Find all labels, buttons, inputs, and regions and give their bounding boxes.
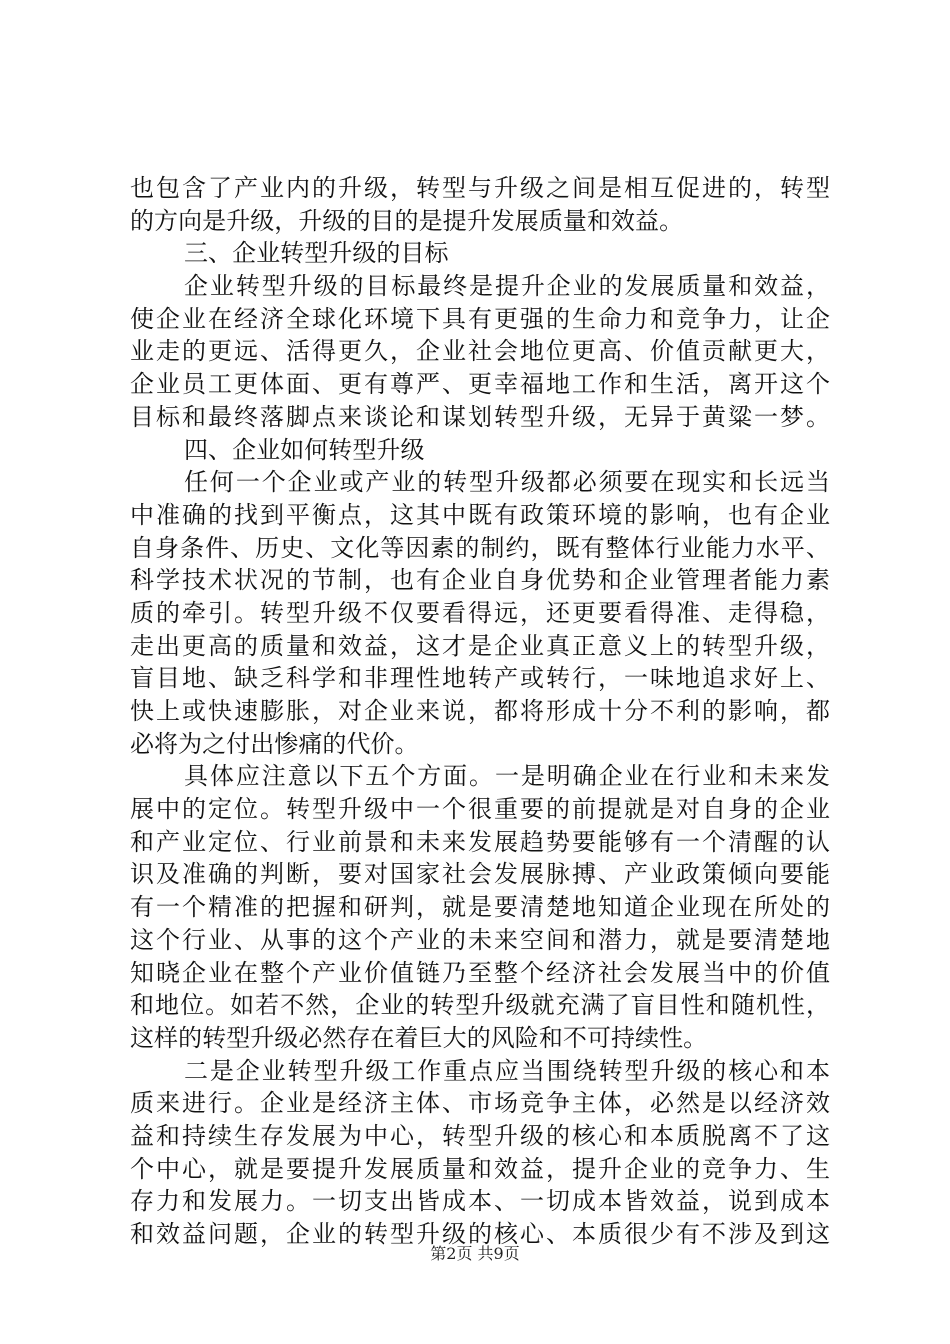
text-line: 有一个精准的把握和研判，就是要清楚地知道企业现在所处的: [130, 893, 830, 922]
text-line: 知晓企业在整个产业价值链乃至整个经济社会发展当中的价值: [130, 958, 830, 987]
text-line: 和效益问题，企业的转型升级的核心、本质很少有不涉及到这: [130, 1220, 830, 1248]
text-line: 快上或快速膨胀，对企业来说，都将形成十分不利的影响，都: [130, 697, 830, 725]
text-line: 这样的转型升级必然存在着巨大的风险和不可持续性。: [130, 1023, 708, 1052]
text-line: 质来进行。企业是经济主体、市场竞争主体，必然是以经济效: [130, 1089, 830, 1118]
text-line: 也包含了产业内的升级，转型与升级之间是相互促进的，转型: [130, 174, 830, 202]
page-footer: 第2页 共9页: [430, 1244, 520, 1263]
text-line: 必将为之付出惨痛的代价。: [130, 729, 419, 758]
text-line: 科学技术状况的节制，也有企业自身优势和企业管理者能力素: [130, 566, 830, 595]
text-line: 自身条件、历史、文化等因素的制约，既有整体行业能力水平、: [130, 533, 830, 562]
text-line: 这个行业、从事的这个产业的未来空间和潜力，就是要清楚地: [130, 925, 830, 954]
text-line: 中准确的找到平衡点，这其中既有政策环境的影响，也有企业: [130, 500, 830, 529]
text-line: 和地位。如若不然，企业的转型升级就充满了盲目性和随机性，: [130, 991, 830, 1020]
text-line: 四、企业如何转型升级: [184, 435, 425, 464]
text-line: 走出更高的质量和效益，这才是企业真正意义上的转型升级，: [130, 631, 830, 660]
text-line: 具体应注意以下五个方面。一是明确企业在行业和未来发: [184, 762, 830, 791]
text-line: 识及准确的判断，要对国家社会发展脉搏、产业政策倾向要能: [130, 860, 830, 889]
text-line: 任何一个企业或产业的转型升级都必须要在现实和长远当: [184, 468, 830, 497]
text-line: 二是企业转型升级工作重点应当围绕转型升级的核心和本: [184, 1056, 830, 1085]
text-line: 三、企业转型升级的目标: [184, 239, 449, 268]
text-line: 目标和最终落脚点来谈论和谋划转型升级，无异于黄粱一梦。: [130, 402, 830, 431]
text-line: 使企业在经济全球化环境下具有更强的生命力和竞争力，让企: [130, 304, 830, 333]
text-line: 益和持续生存发展为中心，转型升级的核心和本质脱离不了这: [130, 1121, 830, 1150]
text-line: 企业员工更体面、更有尊严、更幸福地工作和生活，离开这个: [130, 370, 830, 399]
text-line: 和产业定位、行业前景和未来发展趋势要能够有一个清醒的认: [130, 827, 830, 856]
document-body: [130, 172, 830, 1251]
text-line: 企业转型升级的目标最终是提升企业的发展质量和效益，: [184, 272, 830, 301]
text-line: 业走的更远、活得更久，企业社会地位更高、价值贡献更大，: [130, 337, 830, 366]
text-line: 个中心，就是要提升发展质量和效益，提升企业的竞争力、生: [130, 1154, 830, 1183]
text-line: 的方向是升级，升级的目的是提升发展质量和效益。: [130, 206, 684, 235]
text-line: 质的牵引。转型升级不仅要看得远，还更要看得准、走得稳，: [130, 598, 830, 627]
text-line: 展中的定位。转型升级中一个很重要的前提就是对自身的企业: [130, 795, 830, 824]
text-line: 存力和发展力。一切支出皆成本、一切成本皆效益，说到成本: [130, 1187, 830, 1216]
text-line: 盲目地、缺乏科学和非理性地转产或转行，一味地追求好上、: [130, 664, 830, 693]
